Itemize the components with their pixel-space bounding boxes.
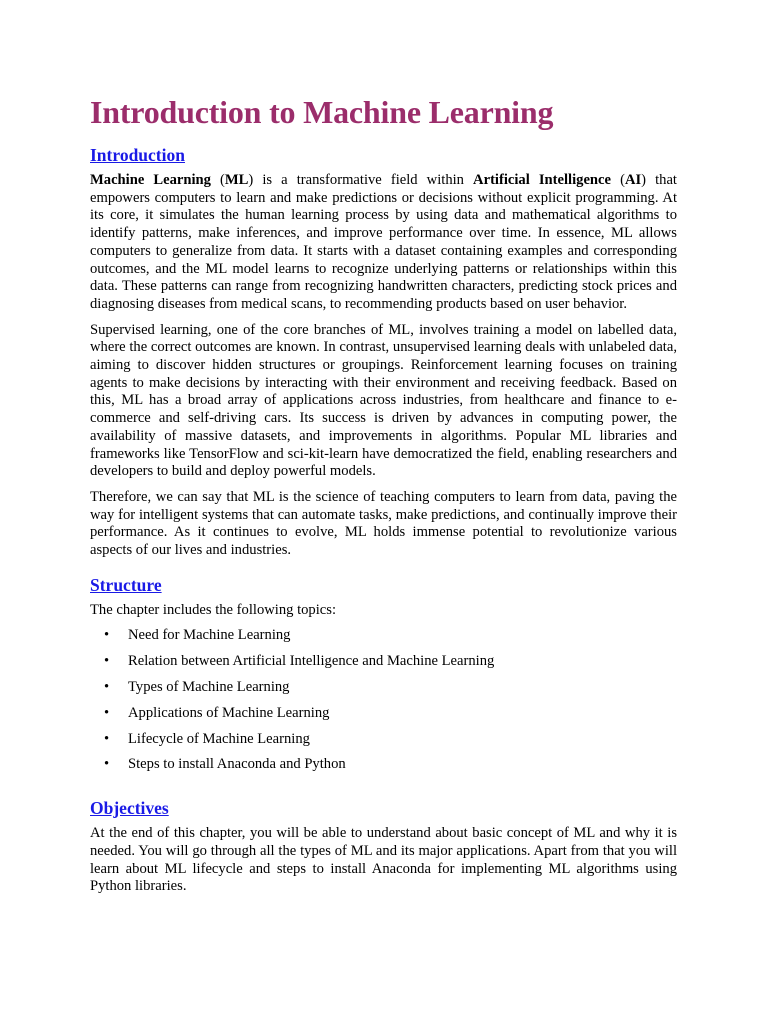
bullet-icon: •	[104, 730, 110, 747]
list-item	[90, 627, 677, 653]
objectives-paragraph: At the end of this chapter, you will be able to understand about basic concept of ML and why it is needed. You will go through all the types of ML and its major applications. Apart from that you will learn about ML lifecycle and steps to install Anaconda for implementing ML algorithms using Python libraries.	[90, 825, 677, 895]
page-title: Introduction to Machine Learning	[90, 94, 554, 130]
list-item	[90, 679, 677, 705]
list-item-text: Types of Machine Learning	[128, 679, 290, 696]
term-machine-learning: Machine Learning	[90, 172, 211, 188]
objectives-section	[90, 797, 677, 896]
list-item-text: Applications of Machine Learning	[128, 704, 330, 721]
document-page	[90, 92, 677, 904]
topics-list	[90, 627, 677, 782]
objectives-heading: Objectives	[90, 798, 169, 819]
bullet-icon: •	[104, 627, 110, 644]
bullet-icon: •	[104, 756, 110, 773]
introduction-paragraph-3: Therefore, we can say that ML is the science of teaching computers to learn from data, paving the way for intelligent systems that can automate tasks, make predictions, and continually improve their performance. As it continues to evolve, ML holds immense potential to revolutionize various aspects of our lives and industries.	[90, 488, 677, 559]
list-item	[90, 705, 677, 731]
abbr-ai: AI	[624, 172, 642, 188]
term-artificial-intelligence: Artificial Intelligence	[473, 172, 611, 188]
bullet-icon: •	[104, 653, 110, 670]
list-item-text: Relation between Artificial Intelligence and Machine Learning	[128, 653, 495, 670]
structure-intro: The chapter includes the following topics:	[90, 601, 336, 618]
list-item	[90, 756, 677, 782]
introduction-paragraph-1: Machine Learning (ML) is a transformative field within Artificial Intelligence (AI) that empowers computers to learn and make predictions or decisions without explicit programming. At its core, it simulates the human learning process by using data and mathematical algorithms to identify patterns, make inferences, and improve performance over time. In essence, ML allows computers to generalize from data. It starts with a dataset containing examples and corresponding outcomes, and the ML model learns to recognize underlying patterns or relationships within this data. These patterns can range from recognizing handwritten characters, predicting stock prices and diagnosing diseases from medical scans, to recommending products based on user behavior.	[90, 172, 677, 312]
intro-p1-mid: is a transformative field within	[262, 172, 464, 188]
list-item	[90, 731, 677, 757]
list-item	[90, 653, 677, 679]
list-item-text: Need for Machine Learning	[128, 627, 291, 644]
intro-p1-rest: that empowers computers to learn and make predictions or decisions without explicit programming. At its core, it simulates the human learning process by using data and mathematical algorithms to identify patterns, make inferences, and improve performance over time. In essence, ML allows computers to generalize from data. It starts with a dataset containing examples and corresponding outcomes, and the ML model learns to recognize underlying patterns or relationships within this data. These patterns can range from recognizing handwritten characters, predicting stock prices and diagnosing diseases from medical scans, to recommending products based on user behavior.	[90, 172, 677, 312]
list-item-text: Steps to install Anaconda and Python	[128, 756, 346, 773]
abbr-ml: ML	[224, 172, 249, 188]
introduction-paragraph-2: Supervised learning, one of the core branches of ML, involves training a model on labelled data, where the correct outcomes are known. In contrast, unsupervised learning deals with unlabeled data, aiming to discover hidden structures or groupings. Reinforcement learning focuses on training agents to make decisions by interacting with their environment and receiving feedback. Based on this, ML has a broad array of applications across industries, from healthcare and finance to e-commerce and self-driving cars. Its success is driven by advances in computing power, the availability of massive datasets, and improvements in algorithms. Popular ML libraries and frameworks like TensorFlow and sci-kit-learn have democratized the field, enabling researchers and developers to build and deploy powerful models.	[90, 321, 677, 480]
introduction-section	[90, 144, 677, 560]
introduction-heading: Introduction	[90, 145, 185, 165]
bullet-icon: •	[104, 679, 110, 696]
bullet-icon: •	[104, 704, 110, 721]
list-item-text: Lifecycle of Machine Learning	[128, 730, 310, 747]
structure-heading: Structure	[90, 574, 162, 595]
structure-section	[90, 574, 677, 782]
